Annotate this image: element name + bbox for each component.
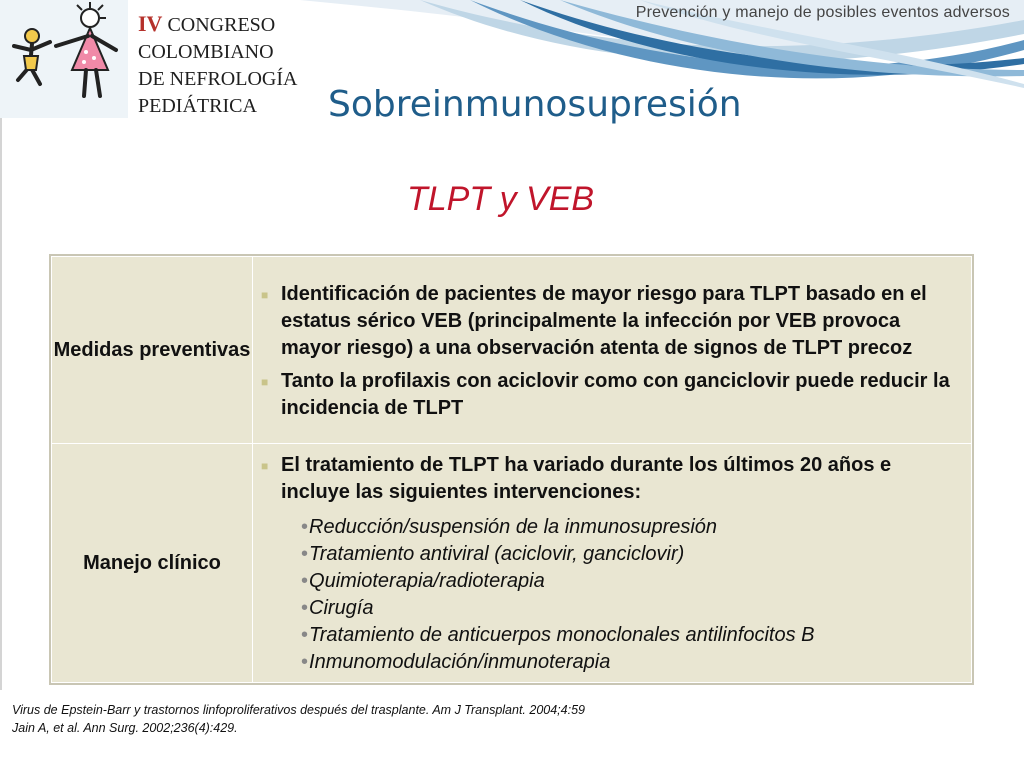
table-row-clinical xyxy=(52,444,972,683)
bullet-list xyxy=(261,281,961,422)
dot-bullet-icon: • xyxy=(301,624,309,646)
bullet-item xyxy=(261,368,961,422)
dot-bullet-icon: • xyxy=(301,597,309,619)
reference-1: Virus de Epstein-Barr y trastornos linfoproliferativos después del trasplante. Am J Transplant. 2004;4:59 xyxy=(12,703,585,717)
congress-logo xyxy=(0,0,128,118)
sub-list-item xyxy=(301,568,961,595)
square-bullet-icon: ■ xyxy=(261,459,269,473)
sub-list-item xyxy=(301,595,961,622)
square-bullet-icon: ■ xyxy=(261,374,269,389)
slide-subtitle: TLPT y VEB xyxy=(407,180,595,218)
header-topic-note: Prevención y manejo de posibles eventos adversos xyxy=(635,4,1010,21)
bullet-text: Tanto la profilaxis con aciclovir como con ganciclovir puede reducir la incidencia de TLPT xyxy=(281,369,950,419)
square-bullet-icon: ■ xyxy=(261,287,269,302)
bullet-text: Identificación de pacientes de mayor riesgo para TLPT basado en el estatus sérico VEB (principalmente la infección por VEB provoca mayor riesgo) a una observación atenta de signos de TLPT precoz xyxy=(281,282,927,359)
congress-line-4: PEDIÁTRICA xyxy=(138,95,257,117)
content-table xyxy=(51,256,972,683)
congress-roman-numeral: IV xyxy=(138,11,163,36)
dot-bullet-icon: • xyxy=(301,651,309,673)
sub-list-item xyxy=(301,649,961,676)
sub-list-item xyxy=(301,541,961,568)
slide-title: Sobreinmunosupresión xyxy=(328,84,742,125)
row-content xyxy=(253,444,972,683)
congress-line-1: CONGRESO xyxy=(167,14,276,36)
sub-item-text: Quimioterapia/radioterapia xyxy=(309,570,545,592)
bullet-text: El tratamiento de TLPT ha variado durante los últimos 20 años e incluye las siguientes intervenciones: xyxy=(281,454,892,503)
dot-bullet-icon: • xyxy=(301,543,309,565)
sub-item-text: Cirugía xyxy=(309,597,374,619)
table-row-preventive xyxy=(52,257,972,444)
intervention-list xyxy=(301,514,961,676)
bullet-list xyxy=(261,452,961,506)
references xyxy=(12,701,585,737)
bullet-item xyxy=(261,281,961,362)
reference-2: Jain A, et al. Ann Surg. 2002;236(4):429. xyxy=(12,721,238,735)
row-label: Manejo clínico xyxy=(52,444,253,683)
bullet-item xyxy=(261,452,961,506)
left-divider xyxy=(0,118,2,690)
sub-list-item xyxy=(301,622,961,649)
children-playing-logo-icon xyxy=(0,0,128,118)
row-content xyxy=(253,257,972,444)
sub-item-text: Tratamiento de anticuerpos monoclonales antilinfocitos B xyxy=(309,624,815,646)
congress-line-2: COLOMBIANO xyxy=(138,41,274,63)
sub-item-text: Reducción/suspensión de la inmunosupresión xyxy=(309,516,718,538)
sub-list-item xyxy=(301,514,961,541)
congress-name xyxy=(138,10,358,120)
congress-line-3: DE NEFROLOGÍA xyxy=(138,68,298,90)
sub-item-text: Inmunomodulación/inmunoterapia xyxy=(309,651,611,673)
dot-bullet-icon: • xyxy=(301,570,309,592)
sub-item-text: Tratamiento antiviral (aciclovir, ganciclovir) xyxy=(309,543,685,565)
row-label: Medidas preventivas xyxy=(52,257,253,444)
dot-bullet-icon: • xyxy=(301,516,309,538)
